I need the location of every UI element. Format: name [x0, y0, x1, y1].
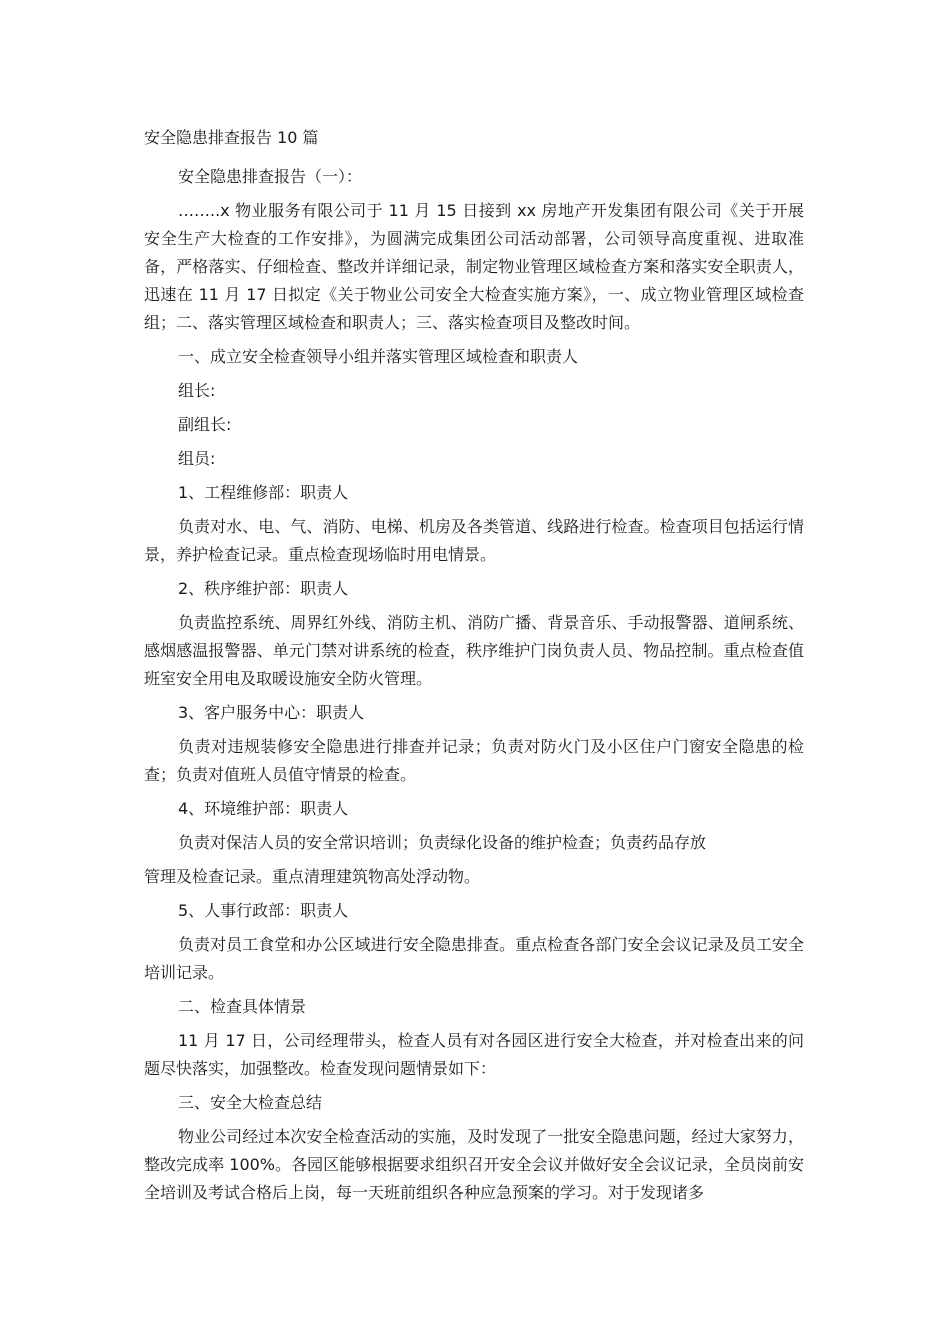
department-heading: 4、环境维护部：职责人: [178, 799, 349, 818]
section-heading: 一、成立安全检查领导小组并落实管理区域检查和职责人: [178, 347, 579, 366]
body-paragraph: 负责对保洁人员的安全常识培训；负责绿化设备的维护检查；负责药品存放: [178, 833, 707, 852]
department-heading: 3、客户服务中心：职责人: [178, 703, 365, 722]
section-heading: 三、安全大检查总结: [178, 1093, 323, 1112]
body-paragraph: 负责对水、电、气、消防、电梯、机房及各类管道、线路进行检查。检查项目包括运行情景，养护检查记录。重点检查现场临时用电情景。: [144, 517, 804, 564]
department-heading: 2、秩序维护部：职责人: [178, 579, 349, 598]
body-paragraph: 11 月 17 日，公司经理带头，检查人员有对各园区进行安全大检查，并对检查出来的问题尽快落实，加强整改。检查发现问题情景如下：: [144, 1031, 804, 1078]
department-heading: 5、人事行政部：职责人: [178, 901, 349, 920]
body-paragraph: 负责对员工食堂和办公区域进行安全隐患排查。重点检查各部门安全会议记录及员工安全培训记录。: [144, 935, 804, 982]
body-paragraph: 管理及检查记录。重点清理建筑物高处浮动物。: [144, 867, 481, 886]
section-heading: 二、检查具体情景: [178, 997, 307, 1016]
body-paragraph: 负责监控系统、周界红外线、消防主机、消防广播、背景音乐、手动报警器、道闸系统、感烟感温报警器、单元门禁对讲系统的检查，秩序维护门岗负责人员、物品控制。重点检查值班室安全用电及取暖设施安全防火管理。: [144, 613, 804, 688]
intro-paragraph: ……..x 物业服务有限公司于 11 月 15 日接到 xx 房地产开发集团有限公司《关于开展安全生产大检查的工作安排》，为圆满完成集团公司活动部署，公司领导高度重视、进取准备，严格落实、仔细检查、整改并详细记录，制定物业管理区域检查方案和落实安全职责人，迅速在 11 月 17 日拟定《关于物业公司安全大检查实施方案》，一、成立物业管理区域检查组；二、落实管理区域检查和职责人；三、落实检查项目及整改时间。: [144, 201, 804, 332]
document-title: 安全隐患排查报告 10 篇: [144, 128, 319, 147]
body-paragraph: 物业公司经过本次安全检查活动的实施，及时发现了一批安全隐患问题，经过大家努力，整改完成率 100%。各园区能够根据要求组织召开安全会议并做好安全会议记录，全员岗前安全培训及考试合格后上岗，每一天班前组织各种应急预案的学习。对于发现诸多: [144, 1127, 804, 1202]
role-line: 组员:: [178, 449, 216, 468]
role-line: 组长:: [178, 381, 216, 400]
document-body: [144, 124, 804, 1213]
section-heading: 安全隐患排查报告（一）：: [178, 167, 363, 186]
body-paragraph: 负责对违规装修安全隐患进行排查并记录；负责对防火门及小区住户门窗安全隐患的检查；负责对值班人员值守情景的检查。: [144, 737, 804, 784]
department-heading: 1、工程维修部：职责人: [178, 483, 349, 502]
role-line: 副组长:: [178, 415, 232, 434]
